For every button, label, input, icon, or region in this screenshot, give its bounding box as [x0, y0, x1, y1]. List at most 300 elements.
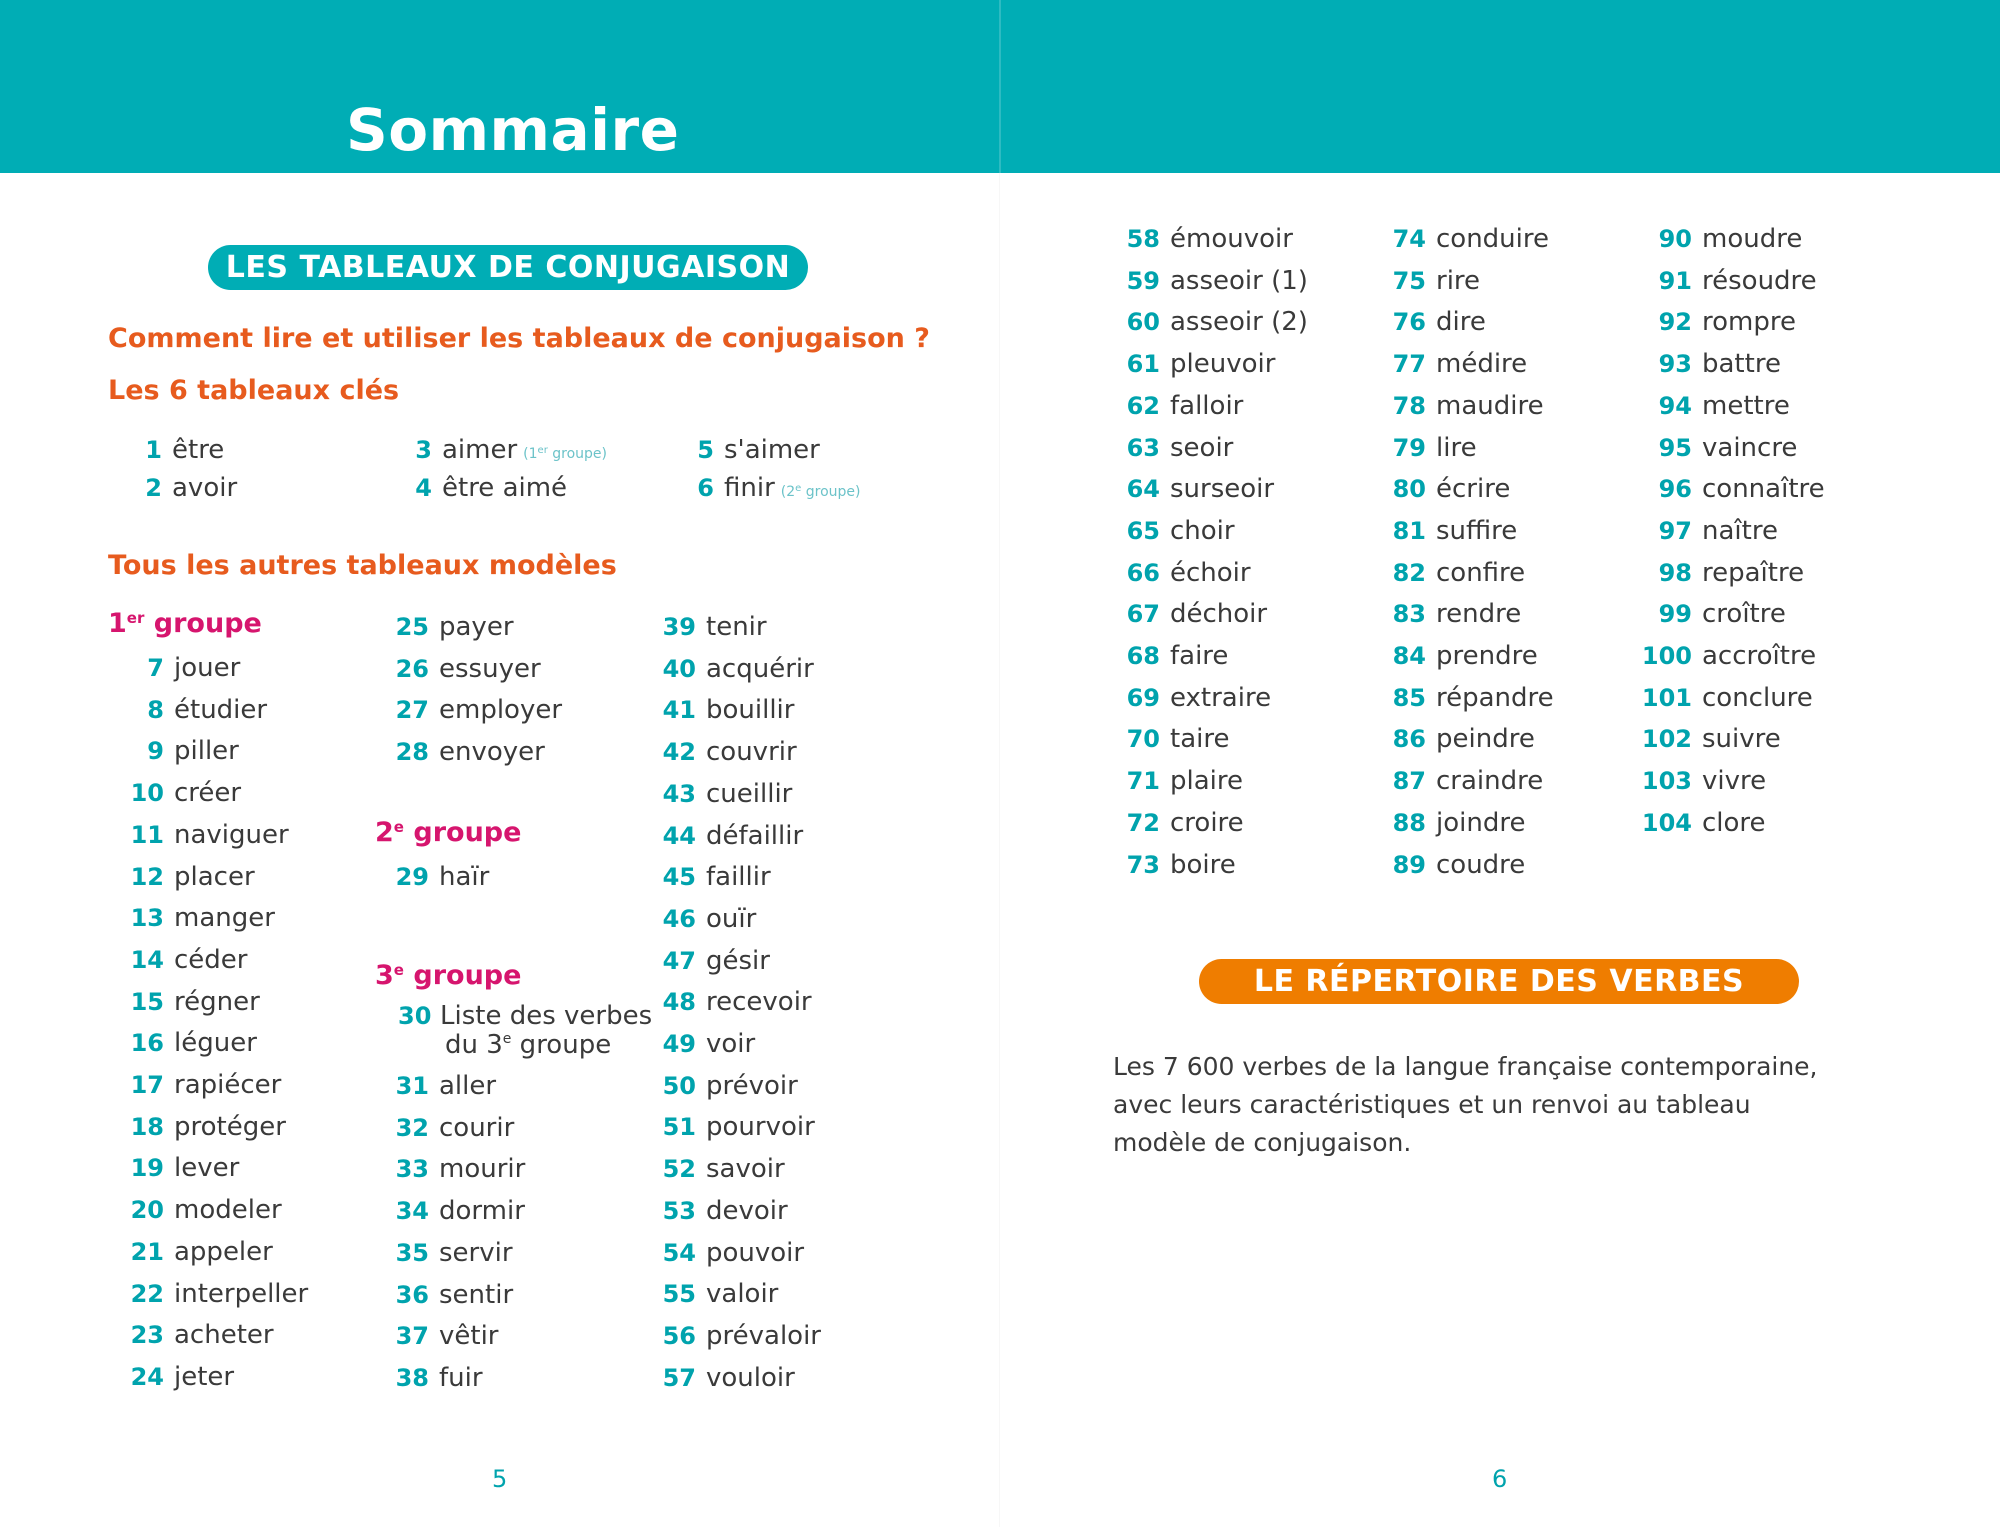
verb-entry[interactable] [120, 1066, 281, 1104]
table-number: 94 [1658, 391, 1692, 420]
verb-entry[interactable] [385, 650, 541, 688]
verb-label: être aimé [442, 473, 568, 503]
verb-entry[interactable] [120, 1275, 308, 1313]
verb-label: céder [174, 944, 248, 975]
verb-label: moudre [1702, 224, 1803, 254]
verb-label: couvrir [706, 737, 797, 768]
verb-entry[interactable] [385, 1067, 496, 1105]
table-number: 1 [145, 436, 162, 464]
verb-entry[interactable] [652, 775, 792, 813]
key-table-entry[interactable] [400, 431, 607, 469]
verb-entry[interactable] [1382, 512, 1517, 550]
verb-label: échoir [1170, 557, 1251, 588]
verb-label: asseoir (2) [1170, 307, 1308, 338]
verb-label: haïr [439, 862, 490, 892]
section-pill-repertoire: LE RÉPERTOIRE DES VERBES [1199, 959, 1799, 1004]
verb-label: faire [1170, 641, 1229, 671]
verb-label: bouillir [706, 695, 795, 726]
table-number: 46 [662, 904, 696, 933]
verb-entry[interactable] [1116, 220, 1293, 258]
group-note: (1er groupe) [523, 445, 607, 462]
table-number: 82 [1392, 558, 1426, 587]
verb-label: déchoir [1170, 599, 1268, 630]
verb-label: prendre [1436, 641, 1538, 671]
verb-label: défaillir [706, 820, 804, 851]
page-fold [999, 0, 1001, 173]
table-number: 63 [1126, 433, 1160, 462]
verb-entry[interactable] [652, 1108, 815, 1146]
table-number: 18 [130, 1112, 164, 1141]
verb-entry[interactable] [652, 1317, 821, 1355]
table-number: 25 [395, 613, 429, 641]
verb-label: jouer [174, 653, 241, 683]
verb-label: recevoir [706, 987, 812, 1018]
key-table-entry[interactable] [682, 431, 820, 469]
verb-label: interpeller [174, 1278, 309, 1309]
table-number: 14 [130, 945, 164, 974]
verb-entry[interactable] [652, 1359, 795, 1397]
verb-label: pourvoir [706, 1112, 815, 1143]
verb-entry[interactable] [1630, 554, 1804, 592]
verb-entry[interactable] [652, 900, 756, 938]
table-number: 56 [662, 1321, 696, 1350]
verb-entry[interactable] [120, 1149, 239, 1187]
table-number: 65 [1126, 516, 1160, 545]
verb-label: coudre [1436, 849, 1526, 880]
verb-label: conclure [1702, 682, 1813, 713]
verb-label: vivre [1702, 766, 1767, 797]
verb-entry[interactable] [385, 733, 545, 771]
table-number: 32 [395, 1113, 429, 1142]
verb-label: naître [1702, 515, 1778, 546]
verb-label: tenir [706, 612, 767, 642]
table-number: 52 [662, 1155, 696, 1184]
verb-entry[interactable] [385, 1317, 499, 1355]
table-number: 53 [662, 1196, 696, 1225]
table-number: 6 [697, 474, 714, 502]
key-table-entry[interactable] [130, 469, 237, 507]
verb-label: rapiécer [174, 1070, 282, 1100]
table-number: 98 [1658, 558, 1692, 587]
verb-entry[interactable] [1382, 262, 1480, 300]
table-number: 95 [1658, 433, 1692, 462]
verb-label: émouvoir [1170, 224, 1293, 254]
verb-label: piller [174, 736, 239, 767]
verb-entry[interactable] [652, 942, 770, 980]
table-number: 89 [1392, 850, 1426, 879]
verb-label: payer [439, 612, 514, 642]
verb-entry[interactable] [120, 816, 289, 854]
verb-entry[interactable] [1116, 345, 1275, 383]
verb-entry[interactable] [1630, 804, 1766, 842]
table-number: 76 [1392, 308, 1426, 337]
verb-entry[interactable] [1630, 595, 1786, 633]
table-number: 42 [662, 738, 696, 767]
table-number: 103 [1641, 767, 1692, 796]
verb-label: peindre [1436, 724, 1535, 755]
table-number: 35 [395, 1238, 429, 1267]
verb-entry[interactable] [385, 1109, 514, 1147]
table-number: 39 [662, 613, 696, 641]
verb-label: mettre [1702, 390, 1790, 421]
verb-entry[interactable] [652, 1025, 755, 1063]
table-number: 60 [1126, 308, 1160, 337]
verb-label: choir [1170, 515, 1235, 546]
verb-entry[interactable] [1382, 762, 1543, 800]
table-number: 83 [1392, 600, 1426, 629]
how-to-heading: Comment lire et utiliser les tableaux de conjugaison ? [108, 323, 930, 354]
verb-label: valoir [706, 1279, 779, 1310]
verb-label: modeler [174, 1195, 282, 1226]
verb-entry[interactable] [652, 1150, 785, 1188]
verb-entry[interactable] [385, 1276, 513, 1314]
table-number: 4 [415, 474, 432, 502]
verb-label: vaincre [1702, 432, 1798, 463]
verb-entry[interactable] [385, 858, 489, 896]
verb-entry[interactable] [120, 1108, 286, 1146]
table-number: 100 [1641, 642, 1692, 670]
table-number: 45 [662, 863, 696, 892]
table-number: 74 [1392, 225, 1426, 253]
table-number: 99 [1658, 600, 1692, 629]
verb-label: pouvoir [706, 1237, 805, 1268]
verb-entry[interactable] [398, 1002, 652, 1060]
table-number: 51 [662, 1113, 696, 1142]
verb-label: craindre [1436, 766, 1544, 797]
table-number: 2 [145, 474, 162, 502]
verb-label: sentir [439, 1279, 514, 1310]
verb-label: pleuvoir [1170, 349, 1276, 380]
verb-label: conduire [1436, 224, 1550, 254]
table-number: 54 [662, 1238, 696, 1267]
verb-label: confire [1436, 557, 1526, 588]
verb-entry[interactable] [1382, 720, 1535, 758]
verb-label: asseoir (1) [1170, 265, 1308, 296]
table-number: 55 [662, 1280, 696, 1309]
group-3-heading: 3e groupe [375, 960, 522, 991]
table-number: 66 [1126, 558, 1160, 587]
verb-entry[interactable] [1382, 846, 1525, 884]
page-number-left: 5 [492, 1465, 508, 1493]
verb-entry[interactable] [652, 608, 767, 646]
verb-label: suivre [1702, 724, 1781, 755]
verb-entry[interactable] [1630, 429, 1797, 467]
verb-entry[interactable] [1116, 387, 1243, 425]
page-number-right: 6 [1492, 1465, 1508, 1493]
table-number: 16 [130, 1029, 164, 1058]
verb-entry[interactable] [120, 1358, 234, 1396]
verb-entry[interactable] [1630, 512, 1778, 550]
key-table-entry[interactable] [400, 469, 567, 507]
verb-label: dire [1436, 307, 1486, 338]
verb-entry[interactable] [652, 733, 797, 771]
verb-label: médire [1436, 349, 1528, 380]
page-fold-lower [999, 173, 1000, 1527]
verb-label: vouloir [706, 1362, 795, 1393]
table-number: 69 [1126, 683, 1160, 712]
verb-entry[interactable] [1630, 470, 1825, 508]
verb-entry[interactable] [1630, 220, 1802, 258]
verb-label: dormir [439, 1196, 525, 1227]
table-number: 49 [662, 1030, 696, 1058]
verb-entry[interactable] [652, 1275, 778, 1313]
table-number: 47 [662, 946, 696, 975]
verb-entry[interactable] [1116, 637, 1228, 675]
verb-entry[interactable] [652, 1192, 788, 1230]
verb-entry[interactable] [385, 1234, 513, 1272]
verb-entry[interactable] [120, 858, 255, 896]
verb-entry[interactable] [385, 1150, 525, 1188]
verb-entry[interactable] [1116, 262, 1308, 300]
verb-label: répandre [1436, 682, 1554, 713]
table-number: 26 [395, 654, 429, 683]
table-number: 67 [1126, 600, 1160, 629]
verb-entry[interactable] [1116, 720, 1229, 758]
table-number: 41 [662, 696, 696, 725]
table-number: 43 [662, 779, 696, 808]
verb-entry[interactable] [652, 691, 794, 729]
verb-label: accroître [1702, 641, 1817, 671]
verb-label: manger [174, 903, 275, 934]
verb-label: clore [1702, 807, 1766, 838]
table-number: 88 [1392, 808, 1426, 837]
verb-label: ouïr [706, 903, 757, 934]
table-number: 48 [662, 988, 696, 1017]
table-number: 9 [147, 737, 164, 766]
table-number: 8 [147, 695, 164, 724]
table-number: 38 [395, 1363, 429, 1392]
verb-entry[interactable] [1382, 345, 1527, 383]
verb-entry[interactable] [120, 1233, 273, 1271]
table-number: 33 [395, 1155, 429, 1184]
verb-label: vêtir [439, 1321, 499, 1352]
verb-label: écrire [1436, 474, 1511, 505]
repertoire-description: Les 7 600 verbes de la langue française contemporaine, avec leurs caractéristiques et un renvoi au tableau modèle de conjugaison. [1113, 1052, 1818, 1157]
table-number: 24 [130, 1362, 164, 1391]
verb-entry[interactable] [385, 1359, 483, 1397]
verb-entry[interactable] [652, 1067, 798, 1105]
verb-entry[interactable] [120, 732, 239, 770]
verb-entry[interactable] [652, 817, 803, 855]
table-number: 101 [1641, 683, 1692, 712]
table-number: 75 [1392, 266, 1426, 295]
verb-entry[interactable] [1116, 554, 1251, 592]
verb-entry[interactable] [1382, 679, 1554, 717]
verb-label: Liste des verbes du 3e groupe [440, 1001, 653, 1060]
verb-entry[interactable] [1116, 762, 1243, 800]
verb-entry[interactable] [1382, 554, 1525, 592]
verb-label: faillir [706, 862, 771, 893]
key-tables-heading: Les 6 tableaux clés [108, 375, 400, 406]
table-number: 17 [130, 1071, 164, 1099]
verb-label: repaître [1702, 557, 1805, 588]
verb-label: seoir [1170, 432, 1234, 463]
verb-entry[interactable] [1382, 637, 1538, 675]
verb-entry[interactable] [1630, 345, 1781, 383]
table-number: 3 [415, 436, 432, 464]
table-number: 28 [395, 738, 429, 767]
verb-label: falloir [1170, 390, 1244, 421]
verb-label: rendre [1436, 599, 1522, 630]
verb-entry[interactable] [120, 983, 260, 1021]
verb-label: avoir [172, 473, 238, 503]
verb-entry[interactable] [1382, 804, 1525, 842]
table-number: 91 [1658, 266, 1692, 295]
verb-entry[interactable] [385, 691, 562, 729]
verb-label: essuyer [439, 653, 541, 684]
verb-label: surseoir [1170, 474, 1275, 505]
verb-label: appeler [174, 1236, 273, 1267]
verb-label: savoir [706, 1154, 785, 1185]
verb-entry[interactable] [1630, 637, 1816, 675]
verb-entry[interactable] [1630, 262, 1817, 300]
verb-entry[interactable] [120, 1191, 282, 1229]
table-number: 85 [1392, 683, 1426, 712]
verb-entry[interactable] [1116, 804, 1244, 842]
table-number: 93 [1658, 350, 1692, 379]
table-number: 12 [130, 862, 164, 891]
key-table-entry[interactable] [682, 469, 861, 507]
verb-label: lire [1436, 432, 1477, 463]
table-number: 19 [130, 1154, 164, 1183]
verb-label: mourir [439, 1154, 526, 1185]
verb-entry[interactable] [1630, 762, 1766, 800]
table-number: 96 [1658, 475, 1692, 504]
verb-entry[interactable] [120, 941, 247, 979]
verb-entry[interactable] [1116, 512, 1235, 550]
table-number: 30 [398, 1002, 432, 1030]
verb-label: envoyer [439, 737, 545, 768]
verb-label: finir [724, 473, 775, 503]
group-1-heading: 1er groupe [108, 608, 262, 639]
table-number: 87 [1392, 767, 1426, 796]
verb-entry[interactable] [1116, 470, 1274, 508]
verb-entry[interactable] [1382, 387, 1544, 425]
verb-entry[interactable] [1382, 595, 1521, 633]
verb-entry[interactable] [1630, 720, 1781, 758]
verb-entry[interactable] [652, 858, 771, 896]
verb-label: rire [1436, 265, 1481, 296]
verb-entry[interactable] [385, 1192, 525, 1230]
key-table-entry[interactable] [130, 431, 224, 469]
verb-entry[interactable] [120, 649, 240, 687]
table-number: 68 [1126, 642, 1160, 670]
table-number: 79 [1392, 433, 1426, 462]
table-number: 81 [1392, 516, 1426, 545]
verb-label: créer [174, 778, 242, 809]
verb-label: connaître [1702, 474, 1825, 505]
table-number: 59 [1126, 266, 1160, 295]
table-number: 5 [697, 436, 714, 464]
verb-label: rompre [1702, 307, 1796, 338]
verb-entry[interactable] [1630, 387, 1790, 425]
table-number: 20 [130, 1196, 164, 1225]
verb-entry[interactable] [385, 608, 514, 646]
verb-entry[interactable] [120, 774, 241, 812]
table-number: 61 [1126, 350, 1160, 379]
verb-entry[interactable] [1116, 303, 1308, 341]
verb-entry[interactable] [652, 983, 812, 1021]
verb-entry[interactable] [1630, 303, 1796, 341]
verb-entry[interactable] [120, 1316, 274, 1354]
verb-entry[interactable] [1382, 470, 1510, 508]
verb-label: fuir [439, 1362, 483, 1393]
verb-label: acheter [174, 1320, 274, 1351]
page-title: Sommaire [346, 96, 680, 164]
verb-label: placer [174, 861, 255, 892]
table-number: 102 [1641, 725, 1692, 754]
verb-label: extraire [1170, 682, 1272, 713]
table-number: 80 [1392, 475, 1426, 504]
verb-label: maudire [1436, 390, 1544, 421]
verb-label: protéger [174, 1111, 286, 1142]
verb-label: prévoir [706, 1070, 798, 1101]
other-tables-heading: Tous les autres tableaux modèles [108, 550, 617, 581]
verb-label: joindre [1436, 807, 1526, 838]
verb-label: croire [1170, 807, 1244, 838]
verb-label: jeter [174, 1361, 235, 1392]
verb-entry[interactable] [1116, 679, 1271, 717]
verb-label: taire [1170, 724, 1230, 755]
verb-label: servir [439, 1237, 513, 1268]
verb-label: plaire [1170, 766, 1243, 797]
table-number: 31 [395, 1072, 429, 1100]
table-number: 84 [1392, 642, 1426, 670]
verb-entry[interactable] [652, 1234, 804, 1272]
verb-entry[interactable] [1382, 220, 1549, 258]
table-number: 10 [130, 779, 164, 808]
verb-entry[interactable] [1116, 595, 1267, 633]
table-number: 15 [130, 987, 164, 1016]
verb-label: léguer [174, 1028, 257, 1059]
table-number: 86 [1392, 725, 1426, 754]
table-number: 104 [1641, 808, 1692, 837]
verb-label: aller [439, 1071, 497, 1101]
verb-label: lever [174, 1153, 240, 1184]
verb-entry[interactable] [1630, 679, 1813, 717]
group-note: (2e groupe) [780, 483, 861, 500]
table-number: 37 [395, 1322, 429, 1351]
table-number: 13 [130, 904, 164, 933]
verb-label: battre [1702, 349, 1781, 380]
table-number: 64 [1126, 475, 1160, 504]
verb-label: boire [1170, 849, 1236, 880]
verb-entry[interactable] [1382, 303, 1486, 341]
verb-entry[interactable] [652, 650, 814, 688]
verb-entry[interactable] [120, 899, 275, 937]
table-number: 23 [130, 1321, 164, 1350]
verb-entry[interactable] [1382, 429, 1477, 467]
verb-label: s'aimer [724, 435, 820, 465]
verb-label: cueillir [706, 778, 793, 809]
verb-entry[interactable] [120, 1024, 257, 1062]
table-number: 58 [1126, 225, 1160, 253]
table-number: 71 [1126, 767, 1160, 796]
verb-label: être [172, 435, 225, 465]
table-number: 40 [662, 654, 696, 683]
table-number: 44 [662, 821, 696, 850]
verb-entry[interactable] [120, 691, 267, 729]
table-number: 72 [1126, 808, 1160, 837]
table-number: 70 [1126, 725, 1160, 754]
verb-label: voir [706, 1029, 756, 1059]
verb-label: régner [174, 986, 260, 1017]
table-number: 78 [1392, 391, 1426, 420]
verb-entry[interactable] [1116, 846, 1236, 884]
section-pill-tableaux: LES TABLEAUX DE CONJUGAISON [208, 245, 808, 290]
verb-entry[interactable] [1116, 429, 1233, 467]
verb-label: devoir [706, 1195, 788, 1226]
